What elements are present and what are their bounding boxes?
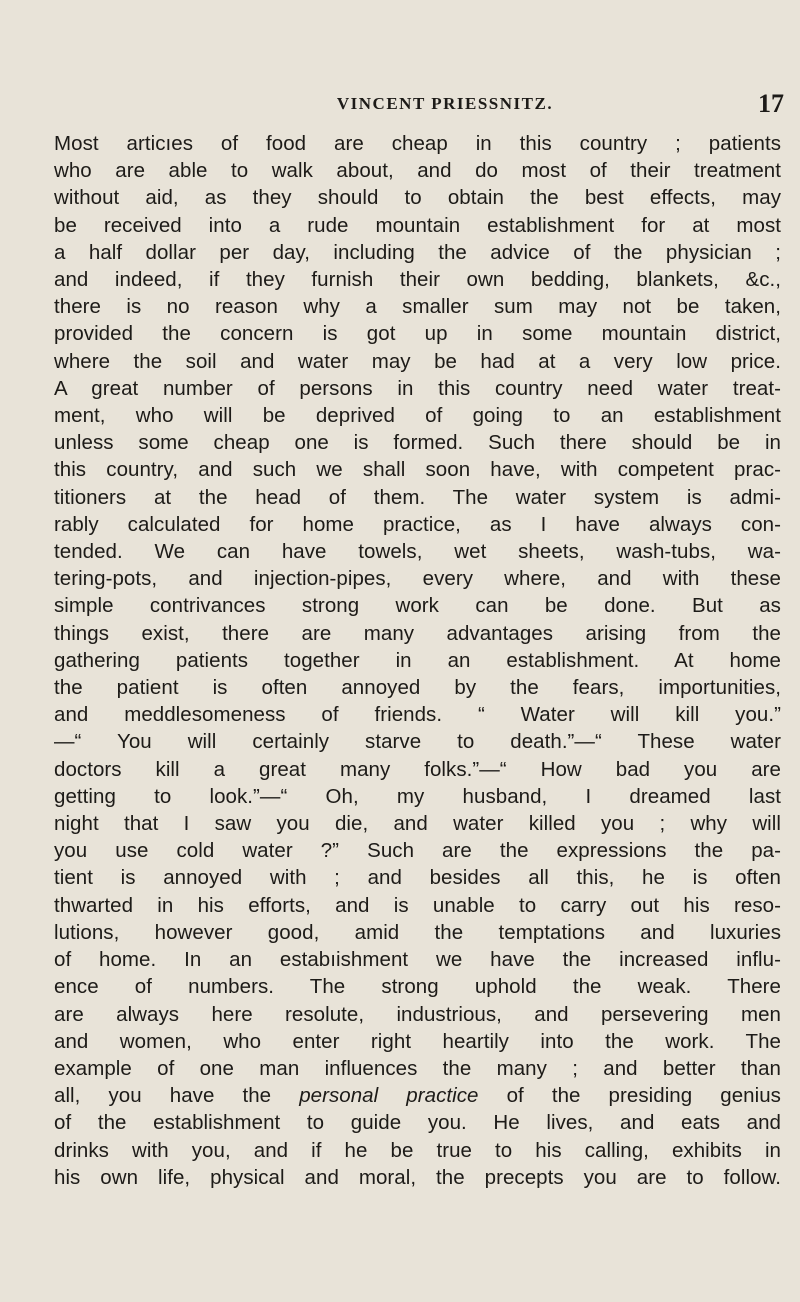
text-line: are always here resolute, industrious, and persevering men [54, 1002, 781, 1026]
text-line: of home. In an estabıishment we have the increased influ- [54, 948, 781, 972]
text-line: doctors kill a great many folks.”—“ How bad you are [54, 757, 781, 781]
body-paragraph [54, 130, 781, 1191]
text-line: provided the concern is got up in some mountain district, [54, 322, 781, 346]
text-line: be received into a rude mountain establishment for at most [54, 213, 781, 237]
text-line: thwarted in his efforts, and is unable to carry out his reso- [54, 893, 781, 917]
text-line: and meddlesomeness of friends. “ Water will kill you.” [54, 703, 781, 727]
text-line: drinks with you, and if he be true to his calling, exhibits in [54, 1138, 781, 1162]
text-line: A great number of persons in this country need water treat- [54, 376, 781, 400]
text-line: a half dollar per day, including the advice of the physician ; [54, 240, 781, 264]
page-number: 17 [758, 89, 784, 118]
text-line: where the soil and water may be had at a very low price. [54, 349, 781, 373]
text-line: ence of numbers. The strong uphold the weak. There [54, 975, 781, 999]
text-line: Most articıes of food are cheap in this country ; patients [54, 132, 781, 155]
page-header [60, 89, 800, 120]
text-line: and indeed, if they furnish their own bedding, blankets, &c., [54, 268, 781, 292]
text-line: the patient is often annoyed by the fears, importunities, [54, 676, 781, 700]
text-line: things exist, there are many advantages arising from the [54, 621, 781, 645]
text-line: tient is annoyed with ; and besides all this, he is often [54, 866, 781, 890]
running-head: VINCENT PRIESSNITZ. [336, 94, 554, 113]
text-line-with-emphasis [54, 1082, 781, 1109]
text-line: rably calculated for home practice, as I have always con- [54, 512, 781, 536]
text-segment: of the presiding genius [478, 1084, 781, 1108]
text-line: who are able to walk about, and do most of their treatment [54, 159, 781, 183]
text-line: unless some cheap one is formed. Such there should be in [54, 431, 781, 455]
emphasized-phrase: personal practice [299, 1084, 479, 1108]
text-line: without aid, as they should to obtain the best effects, may [54, 186, 781, 210]
text-line: —“ You will certainly starve to death.”—“ These water [54, 730, 781, 754]
text-line: titioners at the head of them. The water system is admi- [54, 485, 781, 509]
text-line: of the establishment to guide you. He lives, and eats and [54, 1111, 781, 1135]
text-line: tended. We can have towels, wet sheets, wash-tubs, wa- [54, 540, 781, 564]
text-segment: all, you have the [54, 1084, 300, 1108]
text-line: gathering patients together in an establishment. At home [54, 648, 781, 672]
text-line: example of one man influences the many ; and better than [54, 1056, 781, 1080]
text-line: tering-pots, and injection-pipes, every where, and with these [54, 567, 781, 591]
text-line: getting to look.”—“ Oh, my husband, I dreamed last [54, 784, 781, 808]
text-line: lutions, however good, amid the temptations and luxuries [54, 920, 781, 944]
text-line: ment, who will be deprived of going to an establishment [54, 404, 781, 428]
text-line: you use cold water ?” Such are the expressions the pa- [54, 839, 781, 863]
text-line: his own life, physical and moral, the precepts you are to follow. [54, 1165, 781, 1189]
text-line: there is no reason why a smaller sum may not be taken, [54, 295, 781, 319]
text-line: simple contrivances strong work can be done. But as [54, 594, 781, 618]
text-line: and women, who enter right heartily into the work. The [54, 1029, 781, 1053]
text-line: night that I saw you die, and water killed you ; why will [54, 812, 781, 836]
text-line: this country, and such we shall soon have, with competent prac- [54, 458, 781, 482]
